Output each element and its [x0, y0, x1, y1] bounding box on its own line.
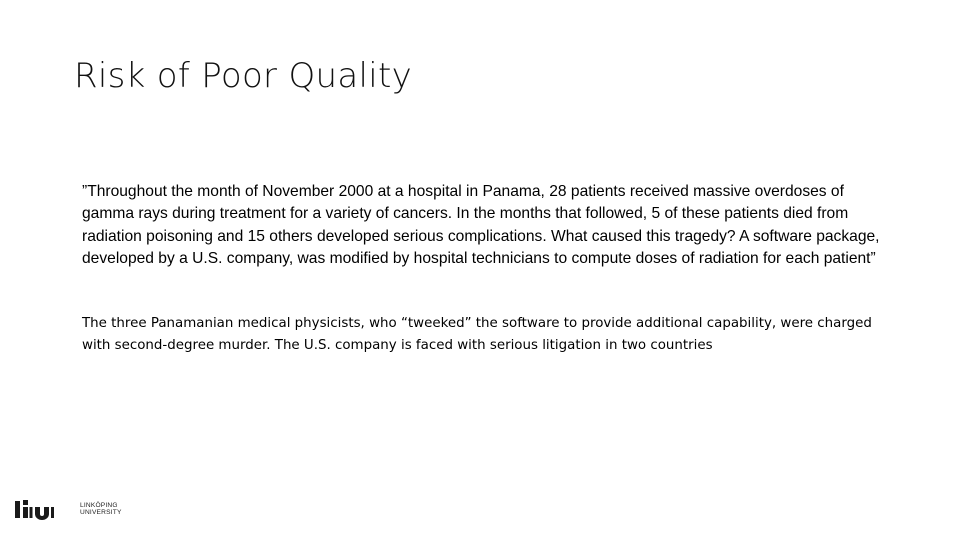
university-logo	[14, 498, 122, 520]
logo-text-line2: UNIVERSITY	[80, 509, 122, 516]
logo-text	[80, 502, 122, 517]
logo-text-line1: LINKÖPING	[80, 501, 118, 509]
quote-text: ”Throughout the month of November 2000 at a hospital in Panama, 28 patients received massive overdoses of gamma rays during treatment for a variety of cancers. In the months that followed, 5 of these patients died from radiation poisoning and 15 others developed serious complications. What caused this tragedy? A software package, developed by a U.S. company, was modified by hospital technicians to compute doses of radiation for each patient”	[82, 183, 880, 268]
body-text: The three Panamanian medical physicists, who “tweeked” the software to provide additional capability, were charged with second-degree murder. The U.S. company is faced with serious litigation in two countries	[82, 316, 872, 353]
slide-title: Risk of Poor Quality	[74, 56, 413, 96]
liu-logo-icon	[14, 498, 76, 520]
